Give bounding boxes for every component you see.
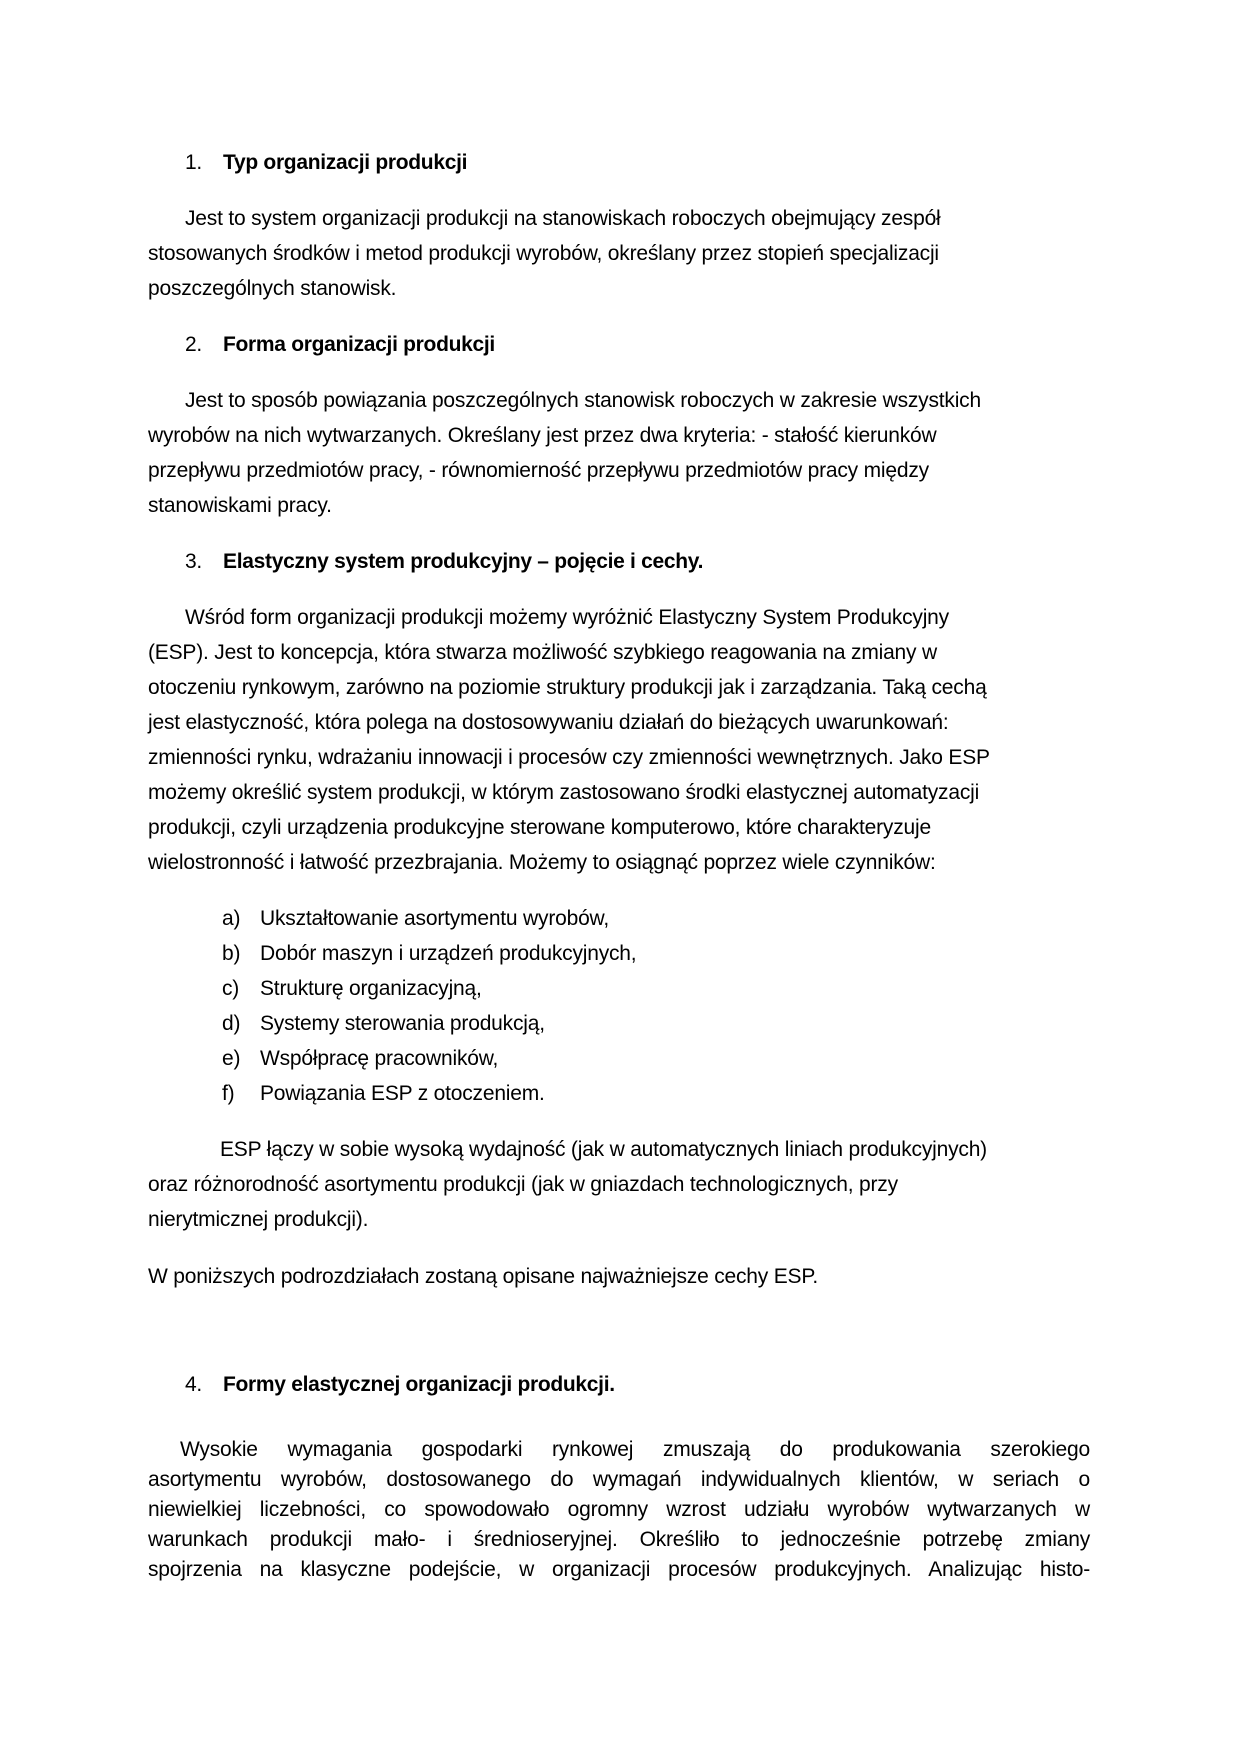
paragraph-line: zmienności rynku, wdrażaniu innowacji i procesów czy zmienności wewnętrznych. Jako ESP [148, 746, 990, 769]
list-text: Systemy sterowania produkcją, [260, 1012, 545, 1035]
closing-line: W poniższych podrozdziałach zostaną opisane najważniejsze cechy ESP. [148, 1265, 819, 1288]
paragraph-line: jest elastyczność, która polega na dostosowywaniu działań do bieżących uwarunkowań: [148, 711, 949, 734]
paragraph-line: możemy określić system produkcji, w którym zastosowano środki elastycznej automatyzacji [148, 781, 980, 804]
section-title: Formy elastycznej organizacji produkcji. [223, 1373, 615, 1396]
section-title: Forma organizacji produkcji [223, 333, 495, 356]
list-text: Ukształtowanie asortymentu wyrobów, [260, 907, 609, 930]
justified-line: niewielkiej liczebności, co spowodowało ogromny wzrost udziału wyrobów wytwarzanych w [148, 1498, 1090, 1521]
section-title: Elastyczny system produkcyjny – pojęcie i cechy. [223, 550, 704, 573]
paragraph-line: stosowanych środków i metod produkcji wyrobów, określany przez stopień specjalizacji [148, 242, 939, 265]
justified-line: Wysokie wymagania gospodarki rynkowej zmuszają do produkowania szerokiego [180, 1438, 1090, 1461]
list-letter: e) [222, 1047, 241, 1070]
paragraph-line: oraz różnorodność asortymentu produkcji (jak w gniazdach technologicznych, przy [148, 1173, 898, 1196]
paragraph-line: wielostronność i łatwość przezbrajania. Możemy to osiągnąć poprzez wiele czynników: [148, 851, 936, 874]
justified-line: spojrzenia na klasyczne podejście, w organizacji procesów produkcyjnych. Analizując histo- [148, 1558, 1090, 1581]
paragraph-line: wyrobów na nich wytwarzanych. Określany jest przez dwa kryteria: - stałość kierunków [148, 424, 937, 447]
justified-line: warunkach produkcji mało- i średnioseryjnej. Określiło to jednocześnie potrzebę zmiany [148, 1528, 1090, 1551]
paragraph-line: otoczeniu rynkowym, zarówno na poziomie struktury produkcji jak i zarządzania. Taką cechą [148, 676, 987, 699]
list-text: Powiązania ESP z otoczeniem. [260, 1082, 545, 1105]
paragraph-line: Jest to sposób powiązania poszczególnych stanowisk roboczych w zakresie wszystkich [185, 389, 981, 412]
list-letter: b) [222, 942, 241, 965]
section-number: 3. [185, 550, 202, 573]
paragraph-line: nierytmicznej produkcji). [148, 1208, 369, 1231]
paragraph-line: stanowiskami pracy. [148, 494, 332, 517]
paragraph-line: Wśród form organizacji produkcji możemy wyróżnić Elastyczny System Produkcyjny [185, 606, 949, 629]
list-letter: f) [222, 1082, 235, 1105]
list-text: Współpracę pracowników, [260, 1047, 499, 1070]
paragraph-line: poszczególnych stanowisk. [148, 277, 397, 300]
list-text: Dobór maszyn i urządzeń produkcyjnych, [260, 942, 637, 965]
justified-line: asortymentu wyrobów, dostosowanego do wymagań indywidualnych klientów, w seriach o [148, 1468, 1090, 1491]
paragraph-line: przepływu przedmiotów pracy, - równomierność przepływu przedmiotów pracy między [148, 459, 929, 482]
section-title: Typ organizacji produkcji [223, 151, 468, 174]
list-letter: c) [222, 977, 240, 1000]
paragraph-line: Jest to system organizacji produkcji na stanowiskach roboczych obejmujący zespół [185, 207, 941, 230]
paragraph-line: (ESP). Jest to koncepcja, która stwarza możliwość szybkiego reagowania na zmiany w [148, 641, 937, 664]
section-number: 1. [185, 151, 202, 174]
paragraph-line: ESP łączy w sobie wysoką wydajność (jak w automatycznych liniach produkcyjnych) [220, 1138, 987, 1161]
list-letter: a) [222, 907, 241, 930]
list-text: Strukturę organizacyjną, [260, 977, 482, 1000]
list-letter: d) [222, 1012, 241, 1035]
section-number: 4. [185, 1373, 202, 1396]
section-number: 2. [185, 333, 202, 356]
paragraph-line: produkcji, czyli urządzenia produkcyjne sterowane komputerowo, które charakteryzuje [148, 816, 931, 839]
